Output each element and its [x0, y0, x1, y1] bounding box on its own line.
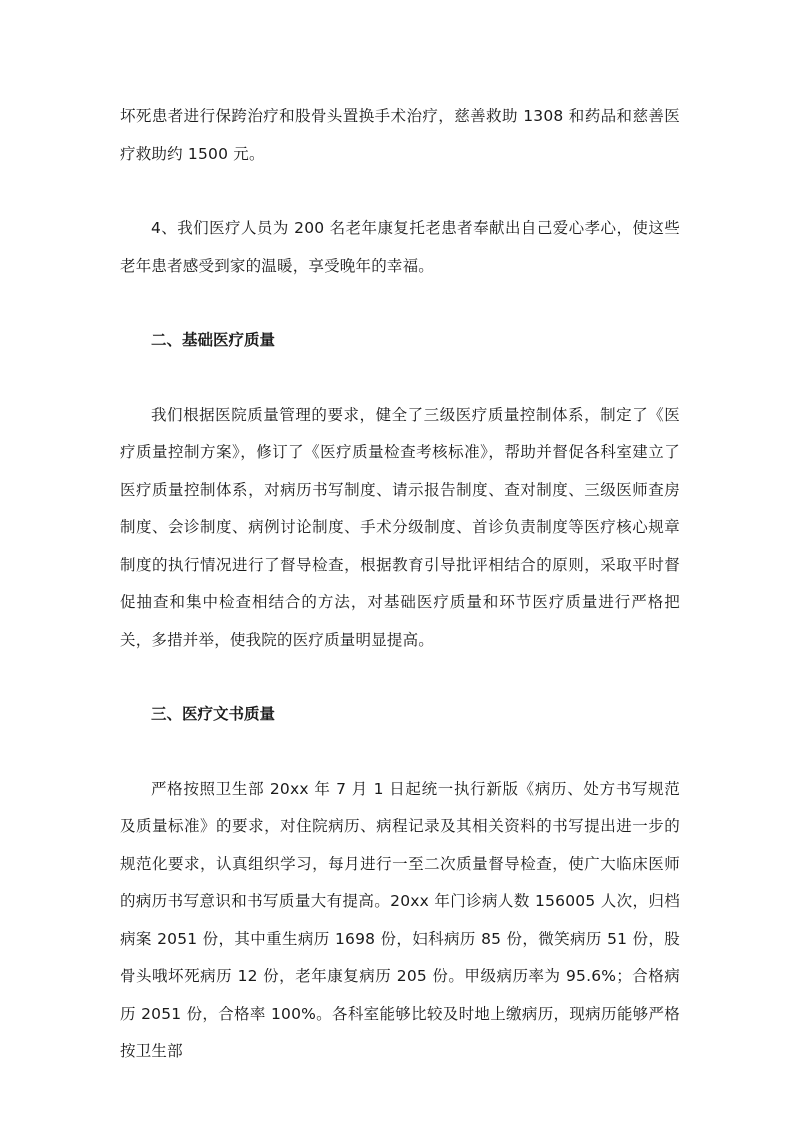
paragraph-gap	[120, 734, 680, 771]
section-heading-documents-quality: 三、医疗文书质量	[151, 705, 276, 723]
paragraph-gap	[120, 285, 680, 322]
paragraph-gap	[120, 659, 680, 696]
section-heading-basic-quality: 二、基础医疗质量	[151, 331, 276, 349]
paragraph-gap	[120, 173, 680, 210]
paragraph-continued: 坏死患者进行保跨治疗和股骨头置换手术治疗，慈善救助 1308 和药品和慈善医疗救助约 1500 元。	[120, 107, 680, 163]
paragraph-gap	[120, 360, 680, 397]
document-body	[120, 98, 680, 1071]
paragraph-medical-records: 严格按照卫生部 20xx 年 7 月 1 日起统一执行新版《病历、处方书写规范及质量标准》的要求，对住院病历、病程记录及其相关资料的书写提出进一步的规范化要求，认真组织学习，每月进行一至二次质量督导检查，使广大临床医师的病历书写意识和书写质量大有提高。20xx 年门诊病人数 156005 人次，归档病案 2051 份，其中重生病历 1698 份，妇科病历 85 份，微笑病历 51 份，股骨头哦坏死病历 12 份，老年康复病历 205 份。甲级病历率为 95.6%；合格病历 2051 份，合格率 100%。各科室能够比较及时地上缴病历，现病历能够严格按卫生部	[120, 779, 680, 1060]
paragraph-quality-control: 我们根据医院质量管理的要求，健全了三级医疗质量控制体系，制定了《医疗质量控制方案》，修订了《医疗质量检查考核标准》，帮助并督促各科室建立了医疗质量控制体系，对病历书写制度、请示报告制度、查对制度、三级医师查房制度、会诊制度、病例讨论制度、手术分级制度、首诊负责制度等医疗核心规章制度的执行情况进行了督导检查，根据教育引导批评相结合的原则，采取平时督促抽查和集中检查相结合的方法，对基础医疗质量和环节医疗质量进行严格把关，多措并举，使我院的医疗质量明显提高。	[120, 405, 680, 649]
paragraph-elderly-care: 4、我们医疗人员为 200 名老年康复托老患者奉献出自己爱心孝心，使这些老年患者感受到家的温暖，享受晚年的幸福。	[120, 219, 680, 275]
